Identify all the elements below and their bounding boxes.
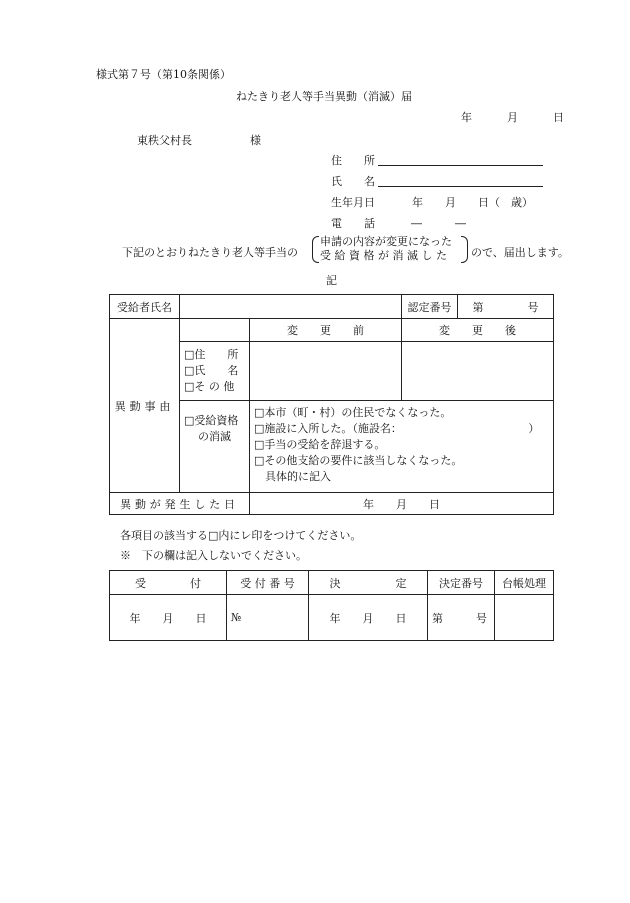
statement-option-lost: 受 給 資 格 が 消 滅 し た (320, 249, 447, 262)
office-table (109, 570, 554, 641)
received-no-field[interactable]: № (227, 595, 309, 641)
date-month: 月 (507, 111, 518, 124)
address-field-line[interactable] (378, 165, 543, 166)
phone-fields[interactable]: ― ― (411, 217, 466, 230)
reason-label: 異動事由 (110, 319, 180, 493)
after-field[interactable] (402, 342, 554, 401)
cert-no-field[interactable]: 第 号 (458, 295, 554, 319)
statement-options (320, 235, 452, 263)
received-header: 受 付 (110, 571, 227, 595)
occurred-date-label: 異動が発生した日 (110, 493, 250, 515)
date-year: 年 (461, 111, 472, 124)
birth-label: 生年月日 (331, 196, 375, 209)
address-label: 住 所 (331, 154, 375, 167)
addressee-honorific: 様 (250, 134, 261, 147)
decision-date-field[interactable]: 年 月 日 (309, 595, 428, 641)
before-field[interactable] (250, 342, 402, 401)
right-brace (461, 236, 468, 263)
loss-label (180, 401, 250, 493)
checkbox-address[interactable]: □住 所 (184, 348, 239, 361)
form-title: ねたきり老人等手当異動（消滅）届 (236, 90, 412, 103)
recipient-name-label: 受給者氏名 (110, 295, 180, 319)
blank-header-cell (180, 319, 250, 342)
change-table (109, 294, 554, 515)
decision-no-header: 決定番号 (428, 571, 495, 595)
statement-option-changed: 申請の内容が変更になった (320, 235, 452, 248)
loss-items (250, 401, 554, 493)
change-items (180, 342, 250, 401)
decision-no-field[interactable]: 第 号 (428, 595, 495, 641)
checkbox-loss[interactable]: □受給資格 (184, 414, 239, 427)
left-brace (312, 236, 319, 263)
office-header-row (110, 571, 554, 595)
received-no-header: 受 付 番 号 (227, 571, 309, 595)
name-label: 氏 名 (331, 175, 375, 188)
note-office-only: ※ 下の欄は記入しないでください。 (120, 549, 307, 562)
addressee-name: 東秩父村長 (137, 134, 192, 147)
checkbox-facility[interactable]: □施設に入所した。（施設名： ） (254, 422, 540, 435)
checkbox-decline[interactable]: □手当の受給を辞退する。 (254, 438, 386, 451)
statement-before: 下記のとおりねたきり老人等手当の (122, 246, 298, 259)
ledger-header: 台帳処理 (495, 571, 554, 595)
birth-fields[interactable]: 年 月 日（ 歳） (412, 196, 533, 209)
form-label: 様式第７号（第10条関係） (96, 68, 231, 81)
office-value-row (110, 595, 554, 641)
checkbox-name[interactable]: □氏 名 (184, 364, 239, 377)
occurred-date-field[interactable]: 年 月 日 (250, 493, 554, 515)
specific-entry-label: 具体的に記入 (254, 470, 331, 483)
phone-label: 電 話 (331, 217, 375, 230)
cert-no-label: 認定番号 (402, 295, 458, 319)
submit-date (461, 109, 564, 125)
recipient-name-field[interactable] (180, 295, 402, 319)
before-after-header-row (110, 319, 554, 342)
loss-label-sub: の消滅 (198, 430, 231, 443)
checkbox-not-resident[interactable]: □本市（町・村）の住民でなくなった。 (254, 406, 452, 419)
checkbox-other[interactable]: □そ の 他 (184, 380, 235, 393)
recipient-row (110, 295, 554, 319)
note-checkmark: 各項目の該当する□内にレ印をつけてください。 (120, 529, 362, 542)
after-header: 変 更 後 (402, 319, 554, 342)
ki-heading: 記 (326, 274, 337, 287)
before-header: 変 更 前 (250, 319, 402, 342)
checkbox-other-ineligible[interactable]: □その他支給の要件に該当しなくなった。 (254, 454, 463, 467)
ledger-field[interactable] (495, 595, 554, 641)
name-field-line[interactable] (378, 186, 543, 187)
received-date-field[interactable]: 年 月 日 (110, 595, 227, 641)
statement-after: ので、届出します。 (471, 246, 569, 259)
decision-header: 決 定 (309, 571, 428, 595)
occurred-row (110, 493, 554, 515)
date-day: 日 (553, 111, 564, 124)
